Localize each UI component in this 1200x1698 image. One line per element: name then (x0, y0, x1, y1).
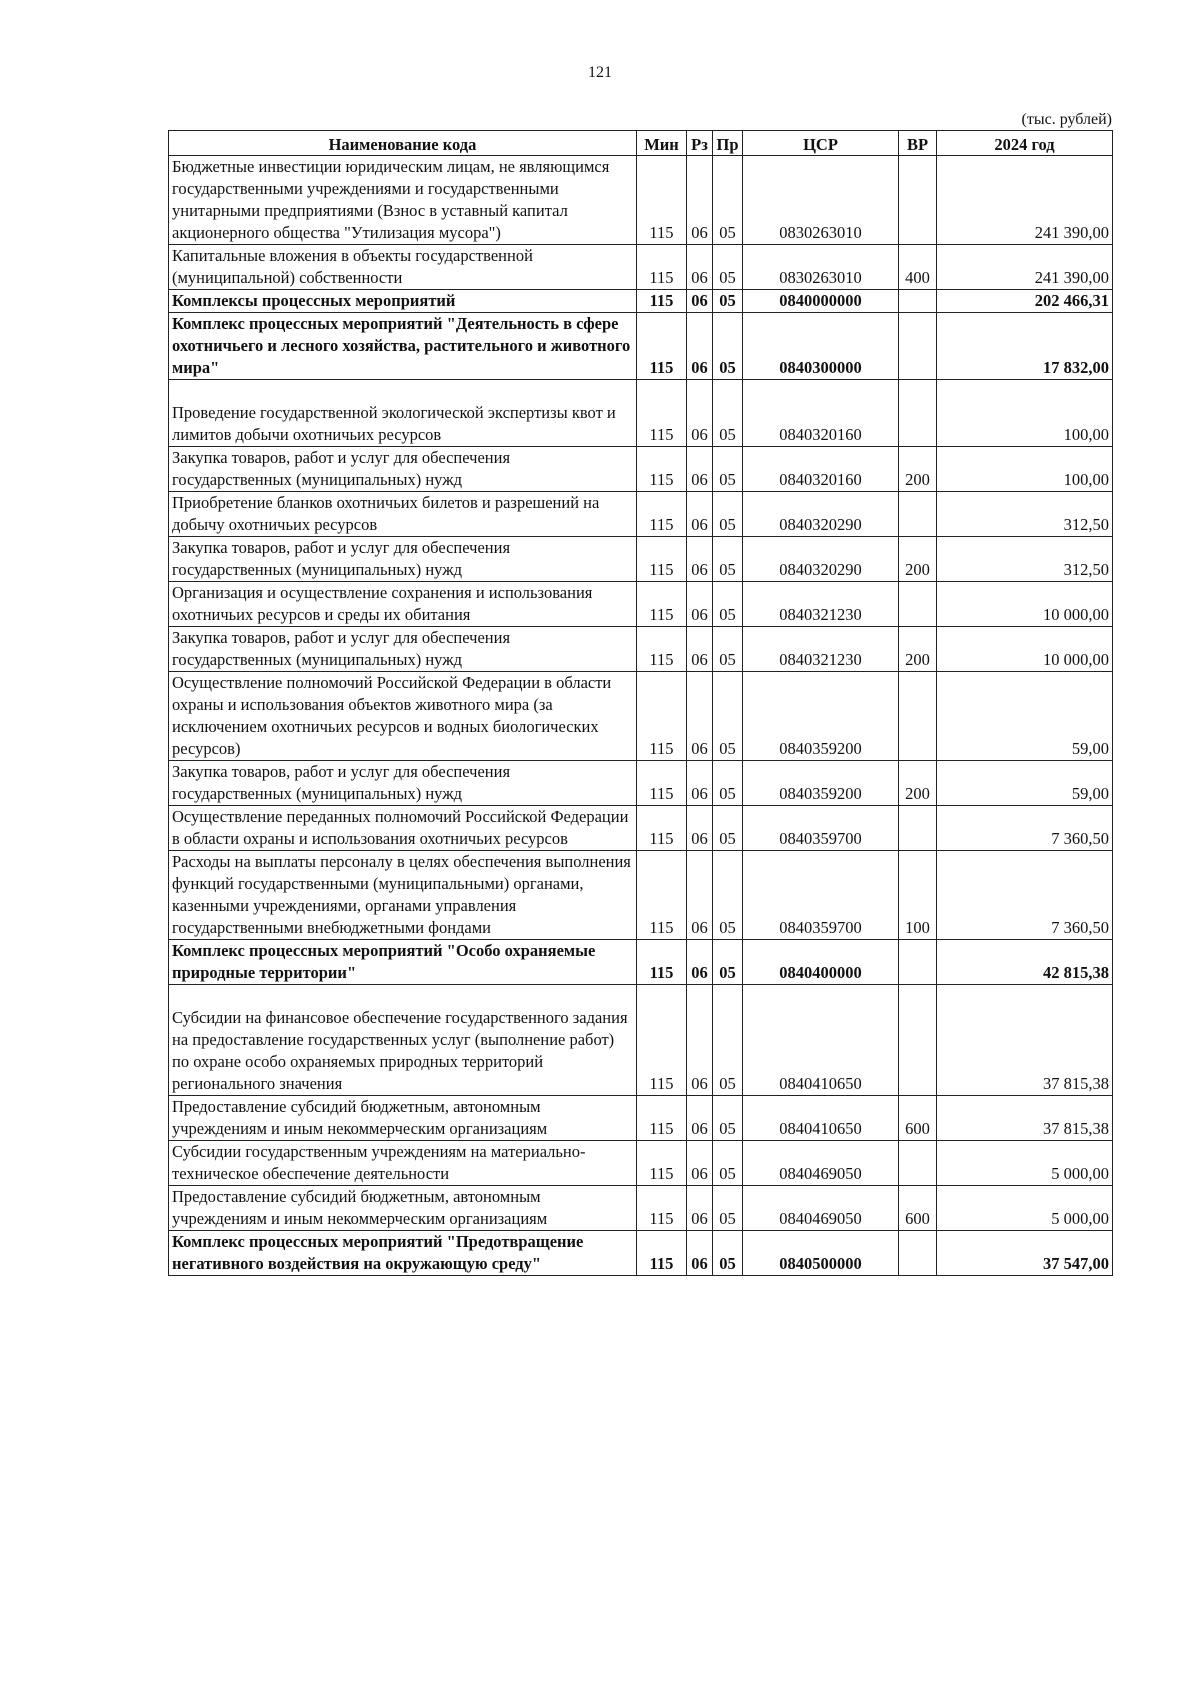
row-name: Субсидии государственным учреждениям на материально-техническое обеспечение деятельности (169, 1141, 637, 1186)
row-min: 115 (637, 1096, 687, 1141)
row-amount: 59,00 (937, 761, 1113, 806)
row-name: Предоставление субсидий бюджетным, автономным учреждениям и иным некоммерческим организациям (169, 1096, 637, 1141)
row-min: 115 (637, 1231, 687, 1276)
row-amount: 10 000,00 (937, 627, 1113, 672)
row-min: 115 (637, 761, 687, 806)
row-pr: 05 (713, 156, 743, 245)
row-amount: 37 815,38 (937, 1096, 1113, 1141)
units-label: (тыс. рублей) (1021, 111, 1112, 128)
header-csr: ЦСР (743, 131, 899, 156)
row-min: 115 (637, 627, 687, 672)
row-pr: 05 (713, 1231, 743, 1276)
row-rz: 06 (687, 672, 713, 761)
row-name: Осуществление полномочий Российской Федерации в области охраны и использования объектов животного мира (за исключением охотничьих ресурсов и водных биологических ресурсов) (169, 672, 637, 761)
row-name: Приобретение бланков охотничьих билетов и разрешений на добычу охотничьих ресурсов (169, 492, 637, 537)
row-name: Комплекс процессных мероприятий "Особо охраняемые природные территории" (169, 940, 637, 985)
table-row (169, 156, 1113, 245)
row-vr (899, 380, 937, 447)
row-amount: 100,00 (937, 447, 1113, 492)
table-row-group (169, 290, 1113, 313)
row-csr: 0840320290 (743, 537, 899, 582)
table-row (169, 851, 1113, 940)
header-rz: Рз (687, 131, 713, 156)
table-row (169, 1096, 1113, 1141)
row-pr: 05 (713, 761, 743, 806)
table-row (169, 582, 1113, 627)
row-amount: 202 466,31 (937, 290, 1113, 313)
row-amount: 241 390,00 (937, 156, 1113, 245)
row-amount: 37 547,00 (937, 1231, 1113, 1276)
row-csr: 0830263010 (743, 156, 899, 245)
row-csr: 0840500000 (743, 1231, 899, 1276)
row-rz: 06 (687, 761, 713, 806)
row-csr: 0840410650 (743, 1096, 899, 1141)
row-name: Осуществление переданных полномочий Российской Федерации в области охраны и использования охотничьих ресурсов (169, 806, 637, 851)
row-amount: 241 390,00 (937, 245, 1113, 290)
row-vr (899, 156, 937, 245)
row-vr: 100 (899, 851, 937, 940)
row-pr: 05 (713, 290, 743, 313)
table-row (169, 1141, 1113, 1186)
row-amount: 17 832,00 (937, 313, 1113, 380)
table-row (169, 806, 1113, 851)
row-name: Организация и осуществление сохранения и использования охотничьих ресурсов и среды их обитания (169, 582, 637, 627)
row-rz: 06 (687, 380, 713, 447)
row-pr: 05 (713, 582, 743, 627)
table-row (169, 492, 1113, 537)
row-vr (899, 1141, 937, 1186)
row-vr (899, 940, 937, 985)
row-amount: 312,50 (937, 492, 1113, 537)
row-vr: 600 (899, 1186, 937, 1231)
row-pr: 05 (713, 672, 743, 761)
row-csr: 0830263010 (743, 245, 899, 290)
row-min: 115 (637, 672, 687, 761)
row-name-cell (169, 380, 637, 447)
row-name: Закупка товаров, работ и услуг для обеспечения государственных (муниципальных) нужд (169, 447, 637, 492)
row-min: 115 (637, 537, 687, 582)
row-pr: 05 (713, 806, 743, 851)
row-pr: 05 (713, 940, 743, 985)
row-pr: 05 (713, 1186, 743, 1231)
row-pr: 05 (713, 313, 743, 380)
row-rz: 06 (687, 627, 713, 672)
row-name: Проведение государственной экологической экспертизы квот и лимитов добычи охотничьих ресурсов (172, 403, 616, 444)
row-csr: 0840359700 (743, 851, 899, 940)
row-amount: 37 815,38 (937, 985, 1113, 1096)
row-vr (899, 313, 937, 380)
page-number: 121 (588, 64, 612, 81)
row-rz: 06 (687, 940, 713, 985)
header-name: Наименование кода (169, 131, 637, 156)
row-csr: 0840400000 (743, 940, 899, 985)
table-row (169, 985, 1113, 1096)
table-row-group (169, 313, 1113, 380)
row-rz: 06 (687, 851, 713, 940)
row-amount: 5 000,00 (937, 1141, 1113, 1186)
row-csr: 0840469050 (743, 1186, 899, 1231)
row-csr: 0840321230 (743, 627, 899, 672)
row-csr: 0840320160 (743, 447, 899, 492)
table-row (169, 380, 1113, 447)
row-vr: 200 (899, 761, 937, 806)
row-amount: 5 000,00 (937, 1186, 1113, 1231)
row-min: 115 (637, 245, 687, 290)
table-row-group (169, 1231, 1113, 1276)
row-rz: 06 (687, 537, 713, 582)
row-csr: 0840359200 (743, 761, 899, 806)
row-min: 115 (637, 492, 687, 537)
row-name: Комплекс процессных мероприятий "Деятельность в сфере охотничьего и лесного хозяйства, растительного и животного мира" (169, 313, 637, 380)
row-vr (899, 806, 937, 851)
row-min: 115 (637, 1186, 687, 1231)
row-min: 115 (637, 313, 687, 380)
row-amount: 10 000,00 (937, 582, 1113, 627)
row-rz: 06 (687, 313, 713, 380)
row-vr: 200 (899, 537, 937, 582)
row-min: 115 (637, 851, 687, 940)
row-min: 115 (637, 447, 687, 492)
row-vr: 600 (899, 1096, 937, 1141)
row-min: 115 (637, 380, 687, 447)
row-pr: 05 (713, 851, 743, 940)
row-min: 115 (637, 1141, 687, 1186)
budget-table (168, 130, 1113, 1276)
table-row (169, 537, 1113, 582)
row-pr: 05 (713, 1096, 743, 1141)
table-row (169, 1186, 1113, 1231)
row-amount: 7 360,50 (937, 806, 1113, 851)
row-rz: 06 (687, 582, 713, 627)
row-name-cell (169, 985, 637, 1096)
header-min: Мин (637, 131, 687, 156)
row-name: Субсидии на финансовое обеспечение государственного задания на предоставление государственных услуг (выполнение работ) по охране особо охраняемых природных территорий регионального значения (172, 1008, 628, 1093)
row-name: Бюджетные инвестиции юридическим лицам, не являющимся государственными учреждениями и государственными унитарными предприятиями (Взнос в уставный капитал акционерного общества "Утилизация мусора") (169, 156, 637, 245)
row-vr: 400 (899, 245, 937, 290)
row-name: Закупка товаров, работ и услуг для обеспечения государственных (муниципальных) нужд (169, 627, 637, 672)
row-amount: 7 360,50 (937, 851, 1113, 940)
row-vr (899, 492, 937, 537)
row-csr: 0840321230 (743, 582, 899, 627)
header-amount: 2024 год (937, 131, 1113, 156)
row-pr: 05 (713, 380, 743, 447)
table-row (169, 245, 1113, 290)
row-name: Капитальные вложения в объекты государственной (муниципальной) собственности (169, 245, 637, 290)
row-rz: 06 (687, 447, 713, 492)
row-min: 115 (637, 582, 687, 627)
row-rz: 06 (687, 492, 713, 537)
row-rz: 06 (687, 1231, 713, 1276)
row-vr: 200 (899, 627, 937, 672)
row-amount: 42 815,38 (937, 940, 1113, 985)
row-vr (899, 672, 937, 761)
row-vr (899, 290, 937, 313)
row-csr: 0840359200 (743, 672, 899, 761)
row-csr: 0840300000 (743, 313, 899, 380)
row-min: 115 (637, 156, 687, 245)
row-amount: 59,00 (937, 672, 1113, 761)
row-csr: 0840320290 (743, 492, 899, 537)
row-rz: 06 (687, 245, 713, 290)
row-name: Комплекс процессных мероприятий "Предотвращение негативного воздействия на окружающую среду" (169, 1231, 637, 1276)
row-rz: 06 (687, 1186, 713, 1231)
row-csr: 0840469050 (743, 1141, 899, 1186)
row-rz: 06 (687, 156, 713, 245)
row-amount: 100,00 (937, 380, 1113, 447)
row-vr (899, 985, 937, 1096)
row-name: Комплексы процессных мероприятий (169, 290, 637, 313)
row-name: Предоставление субсидий бюджетным, автономным учреждениям и иным некоммерческим организациям (169, 1186, 637, 1231)
row-name: Расходы на выплаты персоналу в целях обеспечения выполнения функций государственными (муниципальными) органами, казенными учреждениями, органами управления государственными внебюджетными фондами (169, 851, 637, 940)
table-row (169, 447, 1113, 492)
header-pr: Пр (713, 131, 743, 156)
row-min: 115 (637, 985, 687, 1096)
table-row (169, 627, 1113, 672)
row-vr (899, 1231, 937, 1276)
header-vr: ВР (899, 131, 937, 156)
row-rz: 06 (687, 985, 713, 1096)
row-pr: 05 (713, 627, 743, 672)
table-row (169, 672, 1113, 761)
row-pr: 05 (713, 537, 743, 582)
row-min: 115 (637, 806, 687, 851)
row-csr: 0840000000 (743, 290, 899, 313)
row-rz: 06 (687, 806, 713, 851)
row-csr: 0840320160 (743, 380, 899, 447)
row-pr: 05 (713, 1141, 743, 1186)
row-rz: 06 (687, 1096, 713, 1141)
row-rz: 06 (687, 1141, 713, 1186)
row-name: Закупка товаров, работ и услуг для обеспечения государственных (муниципальных) нужд (169, 761, 637, 806)
row-amount: 312,50 (937, 537, 1113, 582)
header-row (169, 131, 1113, 156)
row-pr: 05 (713, 447, 743, 492)
row-csr: 0840359700 (743, 806, 899, 851)
table-row (169, 761, 1113, 806)
row-vr: 200 (899, 447, 937, 492)
row-min: 115 (637, 940, 687, 985)
row-vr (899, 582, 937, 627)
row-rz: 06 (687, 290, 713, 313)
table-row-group (169, 940, 1113, 985)
row-name: Закупка товаров, работ и услуг для обеспечения государственных (муниципальных) нужд (169, 537, 637, 582)
row-pr: 05 (713, 492, 743, 537)
row-pr: 05 (713, 985, 743, 1096)
row-min: 115 (637, 290, 687, 313)
row-csr: 0840410650 (743, 985, 899, 1096)
row-pr: 05 (713, 245, 743, 290)
